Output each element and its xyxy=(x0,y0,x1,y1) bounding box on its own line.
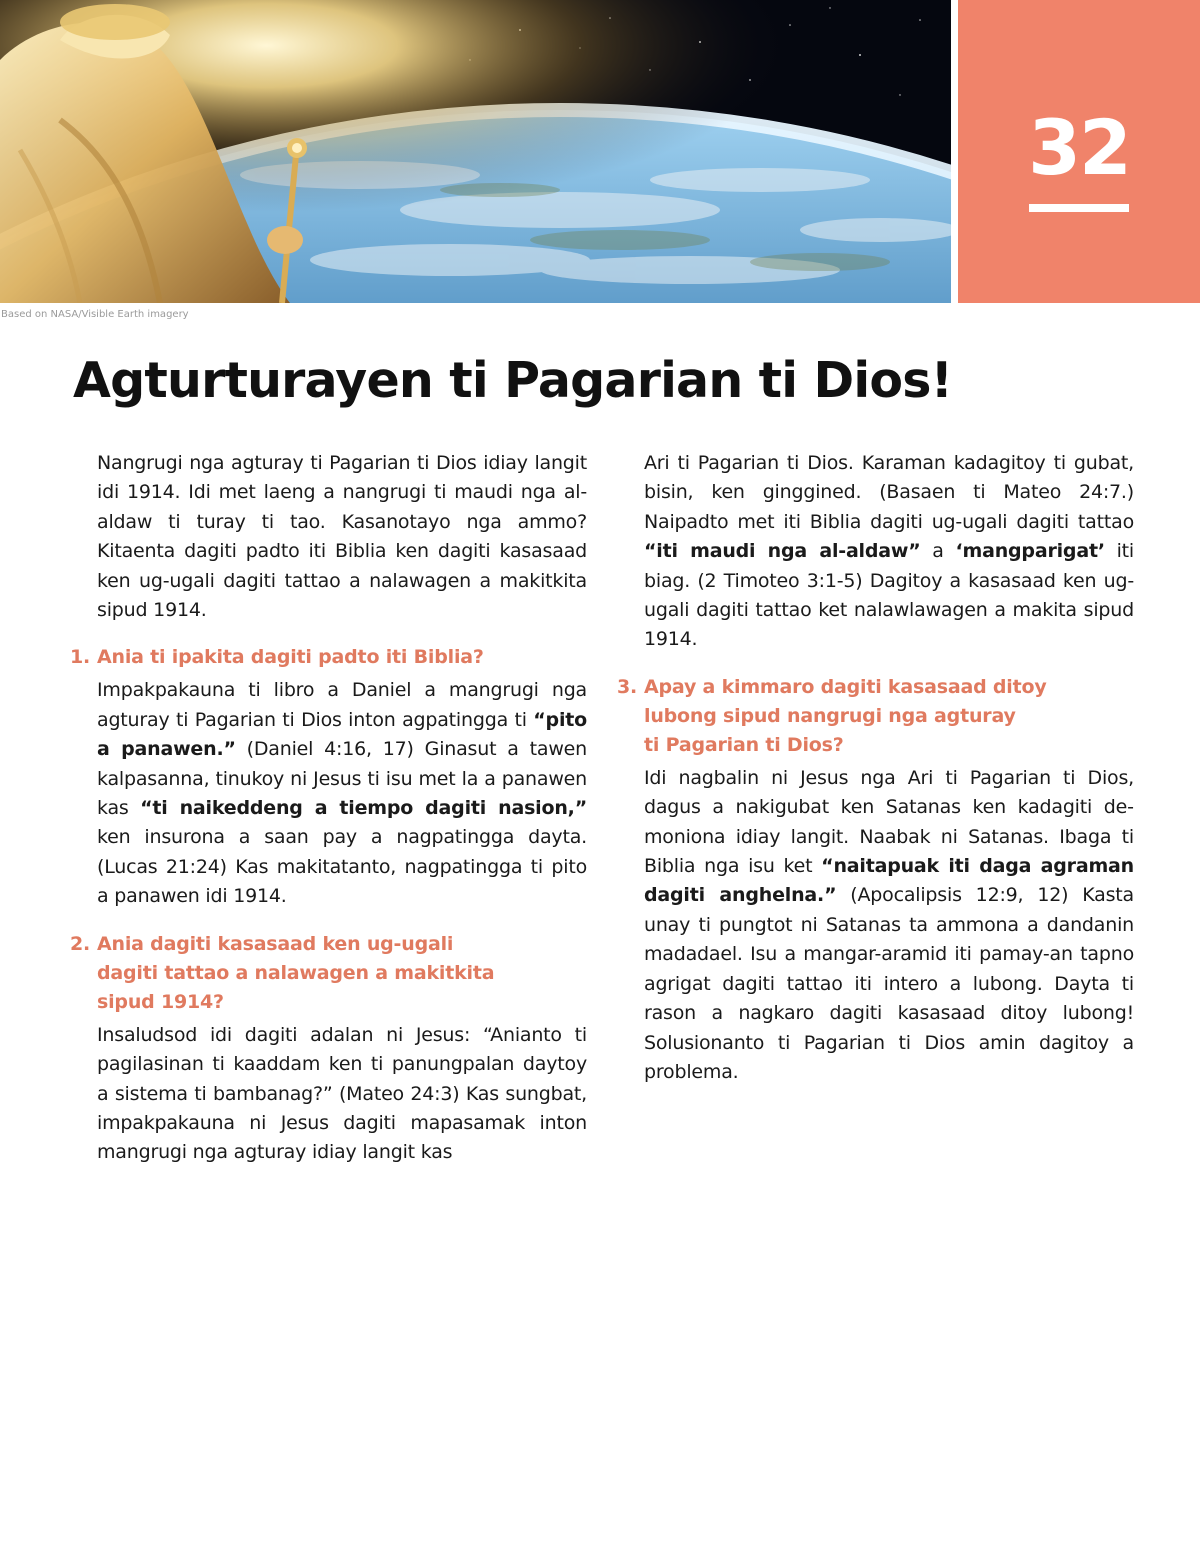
lesson-number-block xyxy=(958,0,1200,303)
answer-text: iti biag. (2 Timoteo 3:1-5) Dagitoy a kasasaad ken ug-ugali dagiti tattao ket nalawlawagen a makita sipud 1914. xyxy=(644,540,1134,651)
answer-2-paragraph-part1: Insaludsod idi dagiti adalan ni Jesus: “Anianto ti pagilasinan ti kaaddam ken ti panungpalan daytoy a sistema ti bambanag?” (Mateo 24:3) Kas sungbat, impakpakauna ni Jesus dagiti mapasamak inton mangrugi nga agturay idiay langit kas xyxy=(97,1023,587,1164)
question-line: sipud 1914? xyxy=(97,990,224,1013)
intro-paragraph: Nangrugi nga agturay ti Pagarian ti Dios idiay langit idi 1914. Idi met laeng a nangrugi ti maudi nga al-aldaw ti turay ti tao. Kasanotayo nga ammo? Kitaenta dagiti padto iti Biblia ken dagiti kasasaad ken ug-ugali dagiti tattao a nalawagen a makitkita sipud 1914. xyxy=(97,452,587,622)
question-line: dagiti tattao a nalawagen a makitkita xyxy=(97,961,495,984)
question-line: Apay a kimmaro dagiti kasasaad ditoy xyxy=(644,675,1047,698)
answer-3-paragraph xyxy=(644,764,1134,1087)
lesson-number-underline xyxy=(1029,204,1129,212)
lesson-number: 32 xyxy=(1028,103,1130,192)
answer-text: Impakpakauna ti libro a Daniel a mangrugi nga agturay ti Pagarian ti Dios inton agpatingga ti xyxy=(97,679,587,731)
question-line: Ania dagiti kasasaad ken ug-ugali xyxy=(97,932,454,955)
scripture-quote: ‘mangparigat’ xyxy=(955,540,1105,563)
answer-text: (Apocalipsis 12:9, 12) Kasta unay ti pungtot ni Satanas ta ammona a dandanin madadael. Isu a mangar-aramid iti pamay-an tapno agrigat dagiti tattao iti intero a lubong. Dayta ti rason a nagkaro dagiti kasasaad ditoy lubong! Solusionanto ti Pagarian ti Dios amin dagitoy a problema. xyxy=(644,884,1134,1083)
answer-2-paragraph-part2 xyxy=(644,449,1134,655)
answer-1-paragraph xyxy=(97,676,587,911)
question-text: Ania ti ipakita dagiti padto iti Biblia? xyxy=(97,646,484,669)
right-column xyxy=(617,449,1134,1087)
scripture-quote: “iti maudi nga al-aldaw” xyxy=(644,540,921,563)
question-number: 3. xyxy=(617,675,638,698)
question-3 xyxy=(617,673,1134,760)
question-number: 2. xyxy=(70,932,91,955)
question-2 xyxy=(70,930,587,1017)
question-1 xyxy=(70,643,587,672)
scripture-quote: “naitapuak iti daga agraman dagiti anghelna.” xyxy=(644,855,1134,907)
question-line: lubong sipud nangrugi nga agturay xyxy=(644,704,1016,727)
answer-text: Ari ti Pagarian ti Dios. Karaman kadagitoy ti gubat, bisin, ken ginggined. (Basaen ti Mateo 24:7.) Naipadto met iti Biblia dagiti ug-ugali dagiti tattao xyxy=(644,452,1134,533)
hero-image xyxy=(0,0,951,303)
image-credit: Based on NASA/Visible Earth imagery xyxy=(1,309,189,320)
answer-text: a xyxy=(920,540,956,563)
scripture-quote: “ti naikeddeng a tiempo dagiti nasion,” xyxy=(140,797,587,820)
page-title: Agturturayen ti Pagarian ti Dios! xyxy=(73,352,953,409)
question-number: 1. xyxy=(70,646,91,669)
scripture-quote: “pito a panawen.” xyxy=(97,708,587,761)
answer-text: ken insurona a saan pay a nagpatingga dayta. (Lucas 21:24) Kas makitatanto, nagpatingga ti pito a panawen idi 1914. xyxy=(97,826,587,908)
earth-from-space-illustration xyxy=(0,0,951,303)
answer-text: (Daniel 4:16, 17) Ginasut a tawen kalpasanna, tinukoy ni Jesus ti isu met la a panawen kas xyxy=(97,738,587,820)
question-line: ti Pagarian ti Dios? xyxy=(644,733,844,756)
left-column xyxy=(70,449,587,1168)
answer-text: Idi nagbalin ni Jesus nga Ari ti Pagarian ti Dios, dagus a nakigubat ken Satanas ken kadagiti demoniona idiay langit. Naabak ni Satanas. Ibaga ti Biblia nga isu ket xyxy=(644,766,1134,878)
